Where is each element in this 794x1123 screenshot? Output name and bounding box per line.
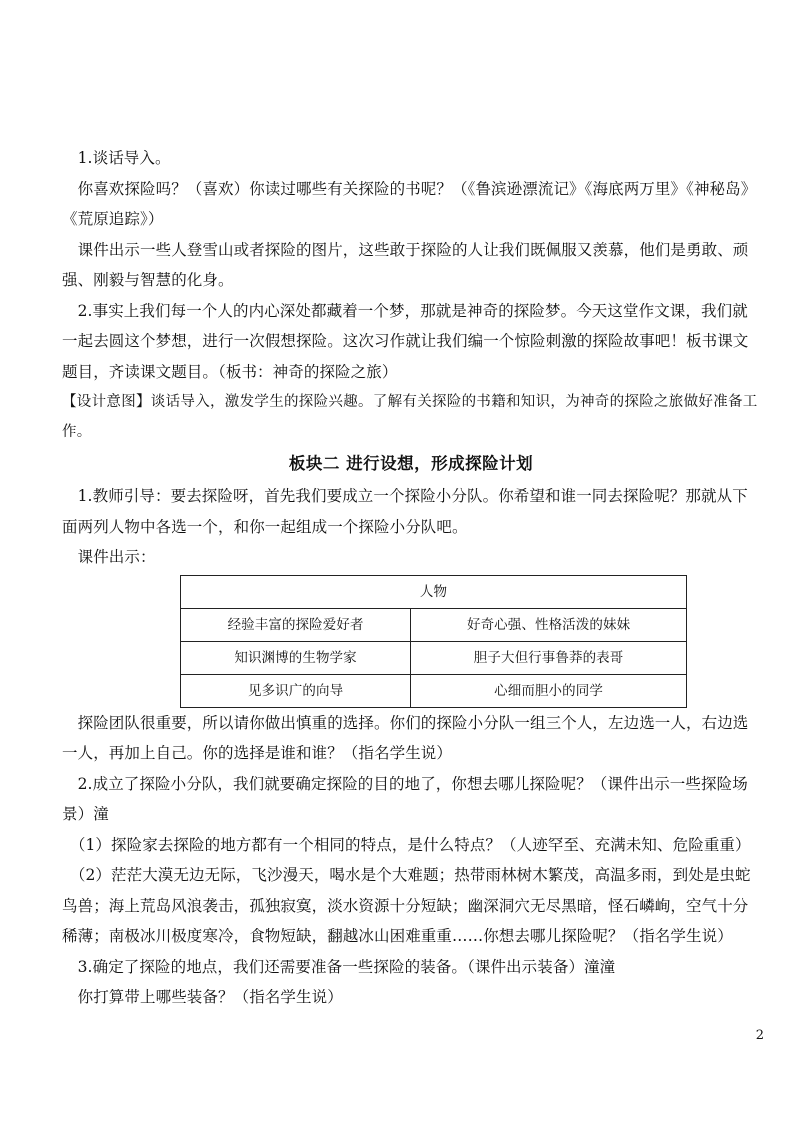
roles-table <box>180 575 687 708</box>
paragraph-team-choice: 探险团队很重要，所以请你做出慎重的选择。你们的探险小分队一组三个人，左边选一人，右边选一人，再加上自己。你的选择是谁和谁？（指名学生说） <box>62 713 749 762</box>
paragraph-equipment: 3.确定了探险的地点，我们还需要准备一些探险的装备。（课件出示装备）潼潼 <box>62 957 616 976</box>
page-body <box>62 143 760 1013</box>
table-cell: 胆子大但行事鲁莽的表哥 <box>411 641 687 674</box>
paragraph-feature-question: （1）探险家去探险的地方都有一个相同的特点，是什么特点？（人迹罕至、充满未知、危险重重） <box>62 835 751 854</box>
table-cell: 好奇心强、性格活泼的妹妹 <box>411 608 687 641</box>
paragraph-reading-question: 你喜欢探险吗？（喜欢）你读过哪些有关探险的书呢？（《鲁滨逊漂流记》《海底两万里》《神秘岛》《荒原追踪》） <box>62 179 757 228</box>
paragraph-destination: 2.成立了探险小分队，我们就要确定探险的目的地了，你想去哪儿探险呢？（课件出示一些探险场景）潼 <box>62 774 748 823</box>
paragraph-equipment-question: 你打算带上哪些装备？（指名学生说） <box>62 988 343 1006</box>
paragraph-teacher-guide: 1.教师引导：要去探险呀，首先我们要成立一个探险小分队。你希望和谁一同去探险呢？那就从下面两列人物中各选一个，和你一起组成一个探险小分队吧。 <box>62 487 748 536</box>
paragraph-courseware-images: 课件出示一些人登雪山或者探险的图片，这些敢于探险的人让我们既佩服又羡慕，他们是勇敢、顽强、刚毅与智慧的化身。 <box>62 240 749 289</box>
table-row <box>181 641 687 674</box>
table-header: 人物 <box>181 575 687 608</box>
table-row <box>181 608 687 641</box>
section-title: 板块二 进行设想，形成探险计划 <box>288 454 534 473</box>
paragraph-scenes: （2）茫茫大漠无边无际，飞沙漫天，喝水是个大难题；热带雨林树木繁茂，高温多雨，到处是虫蛇鸟兽；海上荒岛风浪袭击，孤独寂寞，淡水资源十分短缺；幽深洞穴无尽黑暗，怪石嶙峋，空气十分稀薄；南极冰川极度寒冷，食物短缺，翻越冰山困难重重……你想去哪儿探险呢？（指名学生说） <box>62 866 751 945</box>
paragraph-dream: 2.事实上我们每一个人的内心深处都藏着一个梦，那就是神奇的探险梦。今天这堂作文课，我们就一起去圆这个梦想，进行一次假想探险。这次习作就让我们编一个惊险刺激的探险故事吧！板书课文题目，齐读课文题目。（板书：神奇的探险之旅） <box>62 301 749 381</box>
table-cell: 心细而胆小的同学 <box>411 674 687 707</box>
paragraph-intro-heading: 1.谈话导入。 <box>62 149 171 167</box>
table-cell: 知识渊博的生物学家 <box>181 641 411 674</box>
design-intent: 【设计意图】谈话导入，激发学生的探险兴趣。了解有关探险的书籍和知识，为神奇的探险之旅做好准备工作。 <box>62 394 758 440</box>
table-cell: 经验丰富的探险爱好者 <box>181 608 411 641</box>
paragraph-courseware-label: 课件出示： <box>62 548 156 566</box>
table-cell: 见多识广的向导 <box>181 674 411 707</box>
page-number: 2 <box>755 1028 764 1043</box>
table-row <box>181 674 687 707</box>
